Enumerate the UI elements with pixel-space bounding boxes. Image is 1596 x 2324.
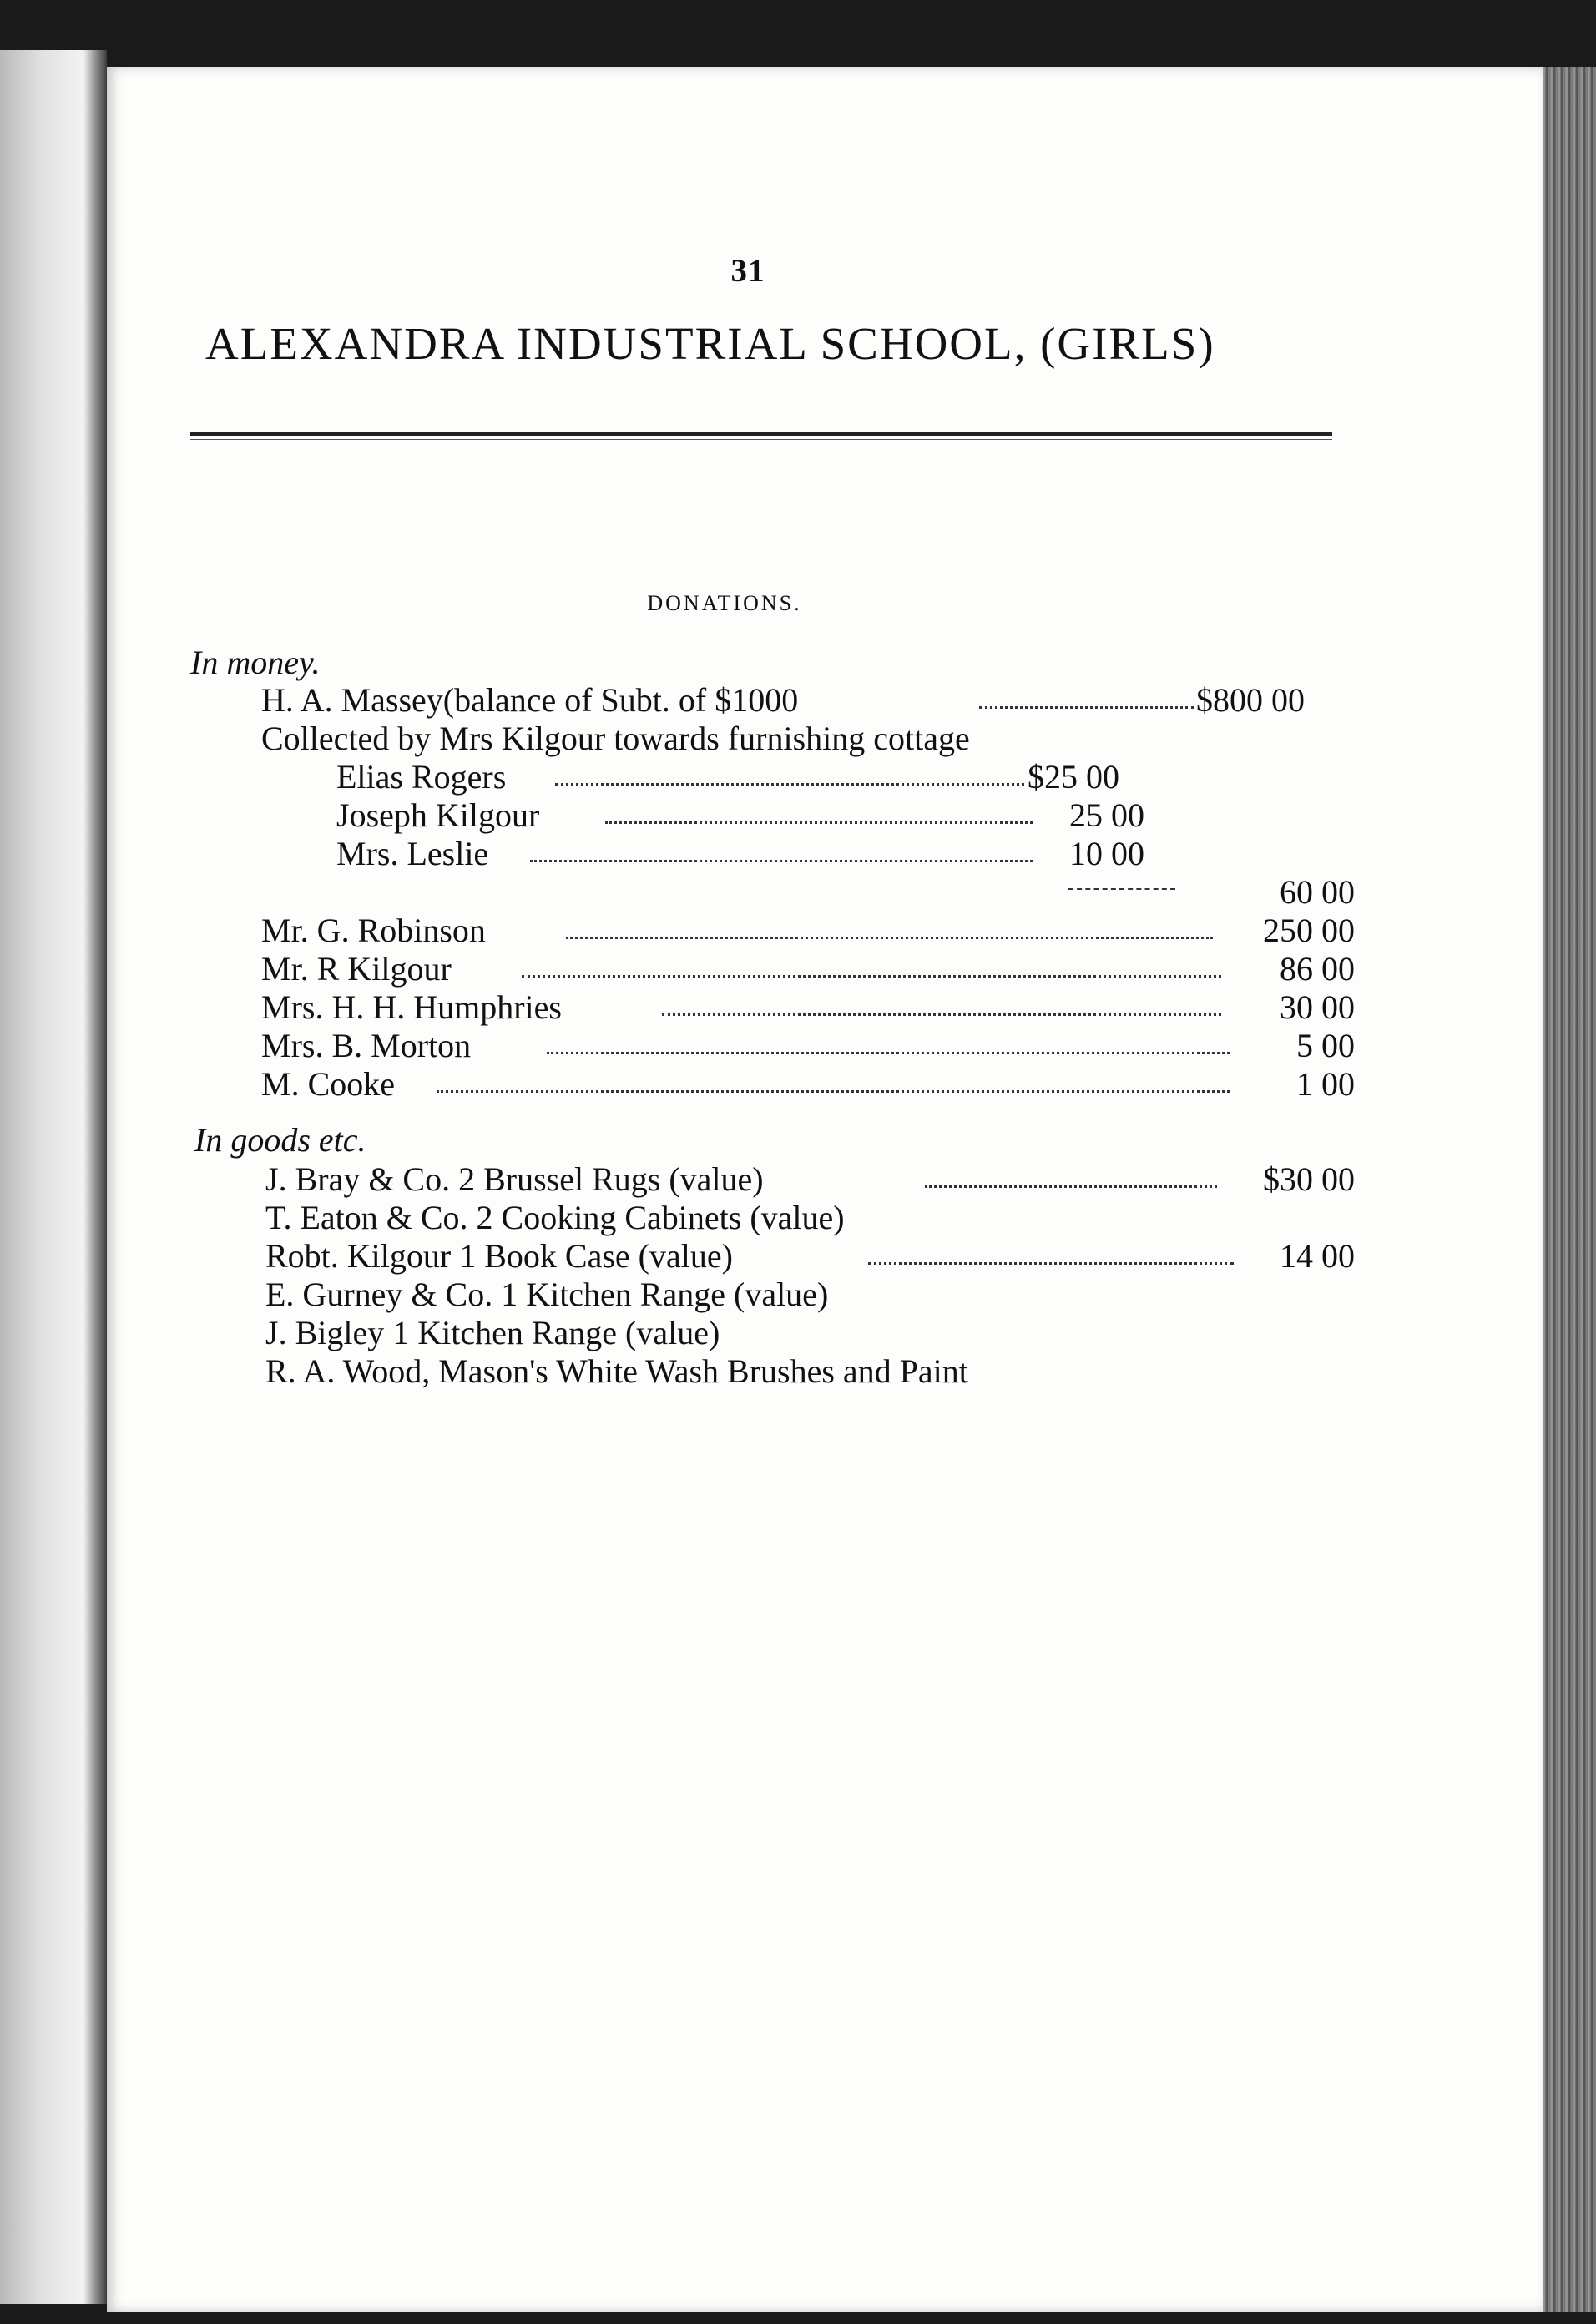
subtotal-amount: 60 00 bbox=[1280, 873, 1355, 911]
donation-amount: $25 00 bbox=[1028, 758, 1119, 796]
donor-name: Mr. R Kilgour bbox=[261, 950, 452, 988]
donation-amount: 30 00 bbox=[1280, 988, 1355, 1026]
goods-row bbox=[265, 1237, 1451, 1276]
donor-name: J. Bray & Co. 2 Brussel Rugs (value) bbox=[265, 1160, 764, 1198]
money-subrow bbox=[336, 835, 1338, 873]
donor-name: Collected by Mrs Kilgour towards furnishing cottage bbox=[261, 720, 970, 757]
donor-name: Mr. G. Robinson bbox=[261, 912, 486, 949]
goods-row bbox=[265, 1352, 1451, 1391]
money-row bbox=[261, 681, 1447, 720]
dot-leader bbox=[979, 706, 1194, 709]
donor-name: Mrs. Leslie bbox=[336, 835, 489, 872]
page-title: ALEXANDRA INDUSTRIAL SCHOOL, (GIRLS) bbox=[205, 318, 1215, 369]
dot-leader bbox=[437, 1090, 1230, 1093]
money-subtotal-row bbox=[261, 873, 1447, 912]
donation-amount: 25 00 bbox=[1069, 796, 1144, 834]
goods-row bbox=[265, 1160, 1451, 1199]
donation-amount: 10 00 bbox=[1069, 835, 1144, 872]
facing-page-edge bbox=[0, 50, 107, 2304]
money-subrow bbox=[336, 796, 1338, 835]
donor-name: H. A. Massey(balance of Subt. of $1000 bbox=[261, 681, 799, 719]
title-rule-thin bbox=[190, 439, 1332, 440]
donor-name: J. Bigley 1 Kitchen Range (value) bbox=[265, 1314, 720, 1351]
donor-name: Mrs. H. H. Humphries bbox=[261, 988, 562, 1026]
goods-row bbox=[265, 1314, 1451, 1352]
money-row bbox=[261, 1065, 1447, 1104]
donation-amount: 1 00 bbox=[1296, 1065, 1355, 1103]
donor-name: R. A. Wood, Mason's White Wash Brushes and Paint bbox=[265, 1352, 968, 1390]
goods-heading: In goods etc. bbox=[194, 1121, 366, 1159]
donation-amount: 250 00 bbox=[1263, 912, 1355, 949]
dot-leader bbox=[605, 821, 1033, 824]
money-heading: In money. bbox=[190, 644, 321, 681]
page-number: 31 bbox=[730, 253, 765, 289]
dot-leader bbox=[555, 783, 1024, 786]
donation-amount: $800 00 bbox=[1196, 681, 1305, 719]
donation-amount: 14 00 bbox=[1280, 1237, 1355, 1275]
goods-row bbox=[265, 1199, 1451, 1237]
dot-leader bbox=[530, 860, 1033, 862]
dot-leader bbox=[522, 975, 1221, 978]
goods-row bbox=[265, 1276, 1451, 1314]
donation-amount: 5 00 bbox=[1296, 1027, 1355, 1064]
donor-name: T. Eaton & Co. 2 Cooking Cabinets (value) bbox=[265, 1199, 845, 1236]
page-stack-edge bbox=[1534, 67, 1596, 2312]
dot-leader bbox=[547, 1052, 1230, 1054]
dot-leader bbox=[925, 1185, 1217, 1188]
money-row bbox=[261, 912, 1447, 950]
donor-name: Joseph Kilgour bbox=[336, 796, 540, 834]
money-row bbox=[261, 720, 1447, 758]
donor-name: Elias Rogers bbox=[336, 758, 507, 796]
dot-leader bbox=[566, 937, 1213, 939]
donation-amount: 86 00 bbox=[1280, 950, 1355, 988]
title-rule-thick bbox=[190, 432, 1332, 436]
book-page bbox=[107, 67, 1543, 2312]
money-row bbox=[261, 950, 1447, 988]
donor-name: Mrs. B. Morton bbox=[261, 1027, 472, 1064]
money-row bbox=[261, 988, 1447, 1027]
money-row bbox=[261, 1027, 1447, 1065]
section-heading: DONATIONS. bbox=[647, 591, 802, 615]
donor-name: E. Gurney & Co. 1 Kitchen Range (value) bbox=[265, 1276, 829, 1313]
dot-leader bbox=[868, 1262, 1234, 1265]
money-subrow bbox=[336, 758, 1338, 796]
dot-leader bbox=[662, 1013, 1221, 1016]
donor-name: M. Cooke bbox=[261, 1065, 395, 1103]
donor-name: Robt. Kilgour 1 Book Case (value) bbox=[265, 1237, 733, 1275]
donation-amount: $30 00 bbox=[1263, 1160, 1355, 1198]
